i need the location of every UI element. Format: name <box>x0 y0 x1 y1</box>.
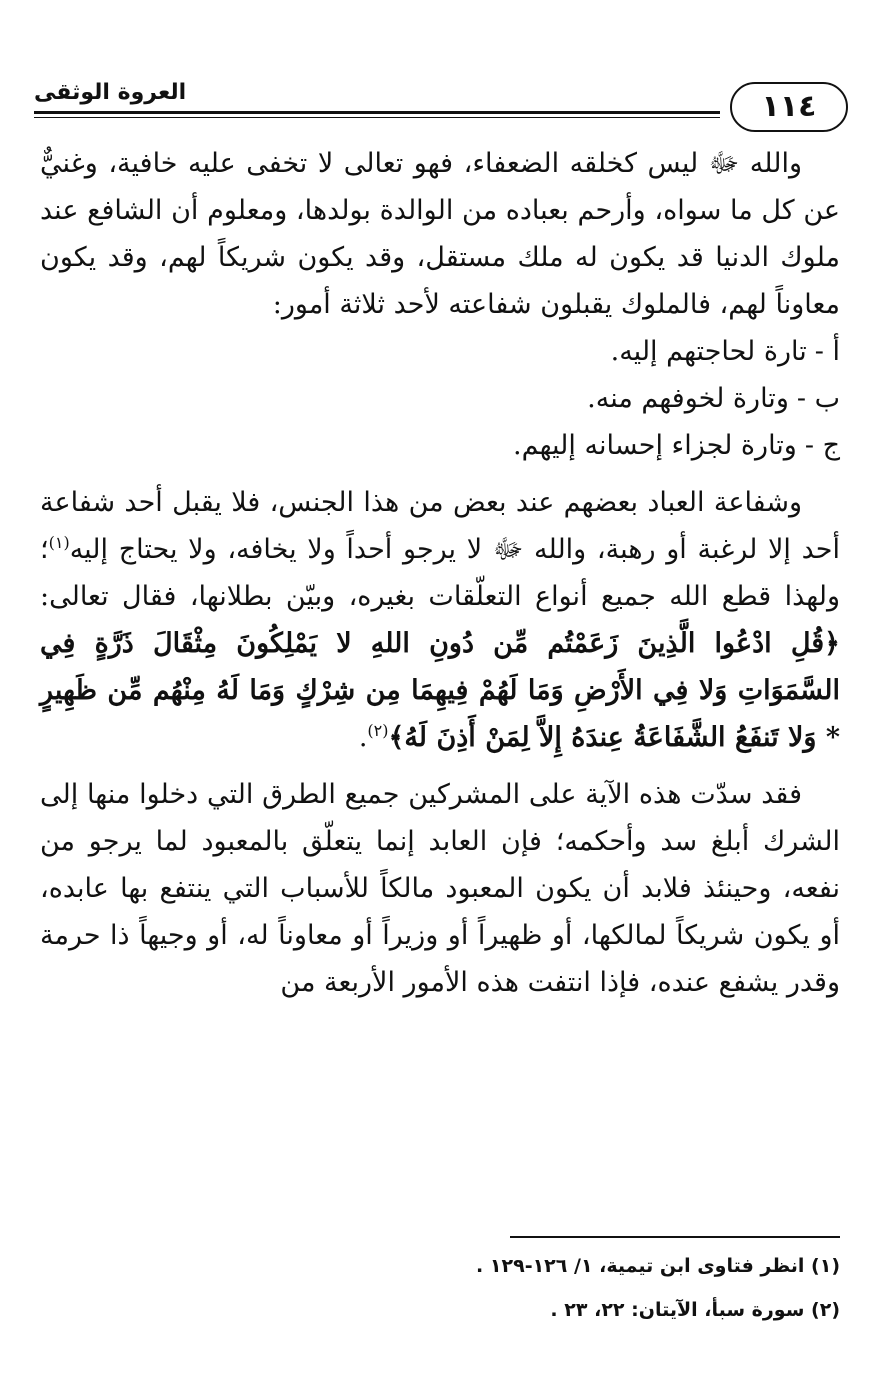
running-title: العروة الوثقى <box>34 80 187 105</box>
page-body <box>40 140 840 1006</box>
list-item-c <box>40 422 840 469</box>
footnote-2: (٢) سورة سبأ، الآيتان: ٢٢، ٢٣ . <box>550 1299 840 1321</box>
paragraph-2-text-cont: ؛ ولهذا قطع الله جميع أنواع التعلّقات بغيره، وبيّن بطلانها، فقال تعالى: <box>40 534 840 612</box>
header-rule-thin <box>34 117 720 118</box>
footnote-1: (١) انظر فتاوى ابن تيمية، ١/ ١٢٦-١٢٩ . <box>476 1255 840 1277</box>
header-rule <box>34 111 720 114</box>
list-item-text: وتارة لجزاء إحسانه إليهم. <box>513 430 797 461</box>
footnote-ref-1[interactable]: (١) <box>48 533 70 552</box>
page-header <box>34 70 840 140</box>
list-item-a <box>40 328 840 375</box>
paragraph-2-end: . <box>358 722 368 753</box>
list-item-text: تارة لحاجتهم إليه. <box>610 336 807 367</box>
paragraph-3: فقد سدّت هذه الآية على المشركين جميع الطرق التي دخلوا منها إلى الشرك أبلغ سد وأحكمه؛ فإن العابد إنما يتعلّق بالمعبود لما يرجو من نفعه، وحينئذ فلابد أن يكون المعبود مالكاً للأسباب التي ينتفع بها عابده، أو يكون شريكاً لمالكها، أو ظهيراً أو وزيراً أو معاوناً له، أو وجيهاً ذا حرمة وقدر يشفع عنده، فإذا انتفت هذه الأمور الأربعة من <box>40 779 840 998</box>
list-item-text: وتارة لخوفهم منه. <box>587 383 789 414</box>
page-number-badge: ١١٤ <box>730 82 848 132</box>
paragraph-1: والله ﷻ ليس كخلقه الضعفاء، فهو تعالى لا تخفى عليه خافية، وغنيٌّ عن كل ما سواه، وأرحم بعباده من الوالدة بولدها، ومعلوم أن الشافع عند ملوك الدنيا قد يكون له ملك مستقل، وقد يكون شريكاً لهم، وقد يكون معاوناً لهم، فالملوك يقبلون شفاعته لأحد ثلاثة أمور: <box>40 148 840 320</box>
list-marker: ب - <box>796 383 840 414</box>
footnote-separator <box>510 1236 840 1238</box>
quran-verse: ﴿قُلِ ادْعُوا الَّذِينَ زَعَمْتُم مِّن دُونِ اللهِ لا يَمْلِكُونَ مِثْقَالَ ذَرَّةٍ فِي السَّمَوَاتِ وَلا فِي الأَرْضِ وَمَا لَهُمْ فِيهِمَا مِن شِرْكٍ وَمَا لَهُ مِنْهُم مِّن ظَهِيرٍ * وَلا تَنفَعُ الشَّفَاعَةُ عِندَهُ إِلاَّ لِمَنْ أَذِنَ لَهُ﴾ <box>40 628 840 753</box>
footnotes <box>60 1244 840 1332</box>
list-item-b <box>40 375 840 422</box>
list-marker: ج - <box>804 430 840 461</box>
paragraph-2 <box>40 479 840 761</box>
list-marker: أ - <box>814 336 840 367</box>
footnote-ref-2[interactable]: (٢) <box>367 721 389 740</box>
paragraph-2-text: وشفاعة العباد بعضهم عند بعض من هذا الجنس، فلا يقبل أحد شفاعة أحد إلا لرغبة أو رهبة، والله ﷻ لا يرجو أحداً ولا يخافه، ولا يحتاج إليه <box>40 487 840 565</box>
